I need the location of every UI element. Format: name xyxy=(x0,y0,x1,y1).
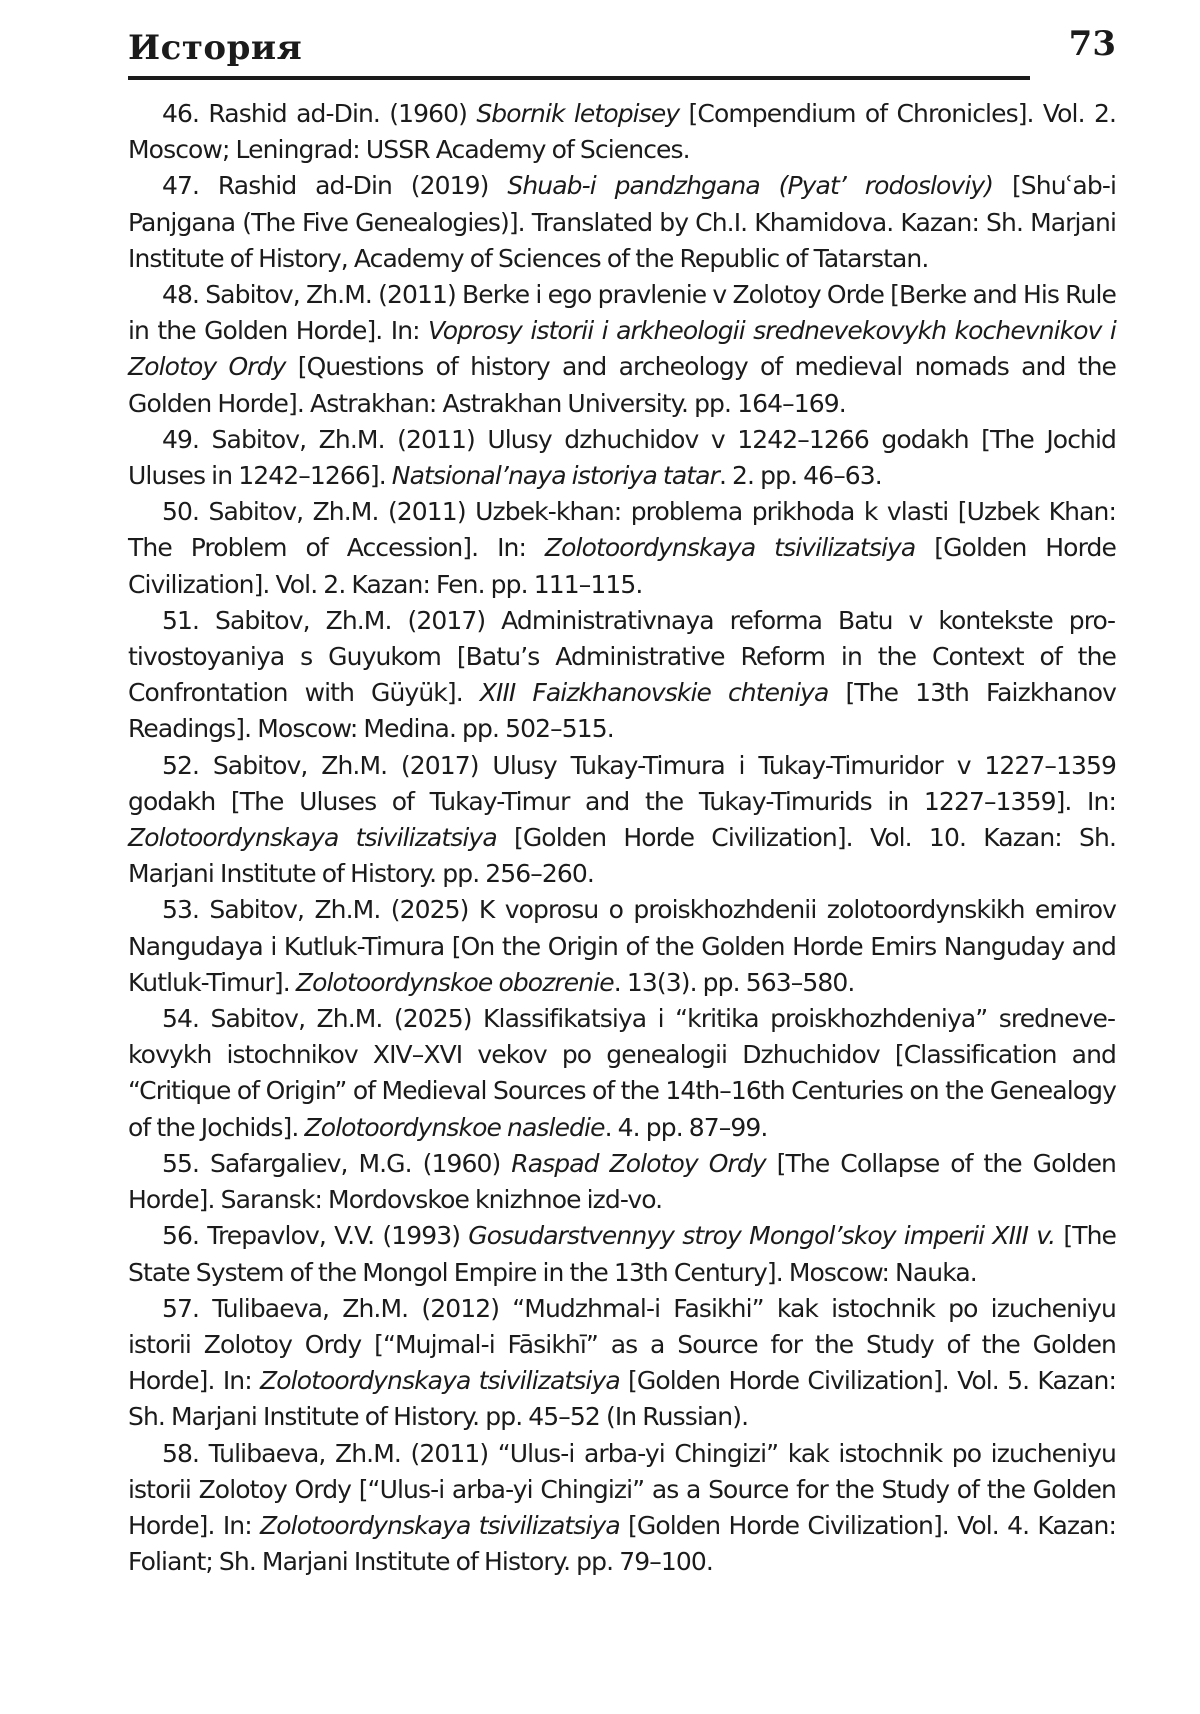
reference-48: 48. Sabitov, Zh.M. (2011) Berke i ego pravlenie v Zolotoy Orde [Berke and His Rule in the Golden Horde]. In: Voprosy istorii i arkheologii srednevekovykh kochevnikov i Zolotoy Ordy [Questions of history and archeology of medieval nomads and the Golden Horde]. Astrakhan: Astrakhan University. pp. 164–169. xyxy=(128,280,1117,418)
reference-56: 56. Trepavlov, V.V. (1993) Gosudarstvennyy stroy Mongol’skoy imperii XIII v. [The State System of the Mongol Empire in the 13th Century]. Moscow: Nauka. xyxy=(128,1221,1116,1287)
reference-55: 55. Safargaliev, M.G. (1960) Raspad Zolotoy Ordy [The Collapse of the Golden Horde]. Saransk: Mordovskoe knizhnoe izd-vo. xyxy=(128,1148,1116,1215)
page-number: 73 xyxy=(1068,24,1116,64)
reference-52: 52. Sabitov, Zh.M. (2017) Ulusy Tukay-Timura i Tukay-Timuridor v 1227–1359 godakh [The Uluses of Tukay-Timur and the Tukay-Timurids in 1227–1359]. In: Zolotoordynskaya tsivilizatsiya [Golden Horde Civilization]. Vol. 10. Kazan: Sh. Marjani Institute of History. pp. 256–260. xyxy=(128,750,1116,889)
reference-54: 54. Sabitov, Zh.M. (2025) Klassifikatsiya i “kritika proiskhozhdeniya” srednevekovykh istochnikov XIV–XVI vekov po genealogii Dzhuchidov [Classification and “Critique of Origin” of Medieval Sources of the 14th–16th Centuries on the Genealogy of the Jochids]. Zolotoordynskoe nasledie. 4. pp. 87–99. xyxy=(128,1004,1116,1142)
reference-47: 47. Rashid ad-Din (2019) Shuab-i pandzhgana (Pyat’ rodosloviy) [Shuʿab-i Panjgana (The Five Genealogies)]. Translated by Ch.I. Khamidova. Kazan: Sh. Marjani Institute of History, Academy of Sciences of the Republic of Tatarstan. xyxy=(128,171,1116,273)
header-rule xyxy=(128,76,1030,80)
running-header xyxy=(128,24,1116,80)
reference-53: 53. Sabitov, Zh.M. (2025) K voprosu o proiskhozhdenii zolotoordynskikh emirov Nangudaya i Kutluk-Timura [On the Origin of the Golden Horde Emirs Nanguday and Kutluk-Timur]. Zolotoordynskoe obozrenie. 13(3). pp. 563–580. xyxy=(128,895,1116,997)
reference-58: 58. Tulibaeva, Zh.M. (2011) “Ulus-i arba-yi Chingizi” kak istochnik po izucheniyu istorii Zolotoy Ordy [“Ulus-i arba-yi Chingizi” as a Source for the Study of the Golden Horde]. In: Zolotoordynskaya tsivilizatsiya [Golden Horde Civilization]. Vol. 4. Kazan: Foliant; Sh. Marjani Institute of History. pp. 79–100. xyxy=(128,1438,1116,1577)
section-title: История xyxy=(128,28,303,68)
reference-list xyxy=(128,96,1116,1580)
reference-50: 50. Sabitov, Zh.M. (2011) Uzbek-khan: problema prikhoda k vlasti [Uzbek Khan: The Problem of Accession]. In: Zolotoordynskaya tsivilizatsiya [Golden Horde Civilization]. Vol. 2. Kazan: Fen. pp. 111–115. xyxy=(128,497,1116,599)
reference-57: 57. Tulibaeva, Zh.M. (2012) “Mudzhmal-i Fasikhi” kak istochnik po izucheniyu istorii Zolotoy Ordy [“Mujmal-i Fāsikhī” as a Source for the Study of the Golden Horde]. In: Zolotoordynskaya tsivilizatsiya [Golden Horde Civilization]. Vol. 5. Kazan: Sh. Marjani Institute of History. pp. 45–52 (In Russian). xyxy=(128,1293,1116,1432)
reference-49: 49. Sabitov, Zh.M. (2011) Ulusy dzhuchidov v 1242–1266 godakh [The Jochid Uluses in 1242–1266]. Natsional’naya istoriya tatar. 2. pp. 46–63. xyxy=(128,424,1116,491)
reference-51: 51. Sabitov, Zh.M. (2017) Administrativnaya reforma Batu v kontekste protivostoyaniya s Guyukom [Batu’s Administrative Reform in the Context of the Confrontation with Güyük]. XIII Faizkhanovskie chteniya [The 13th Faizkhanov Readings]. Moscow: Medina. pp. 502–515. xyxy=(128,605,1117,744)
reference-46: 46. Rashid ad-Din. (1960) Sbornik letopisey [Compendium of Chronicles]. Vol. 2. Moscow; Leningrad: USSR Academy of Sciences. xyxy=(128,99,1116,165)
